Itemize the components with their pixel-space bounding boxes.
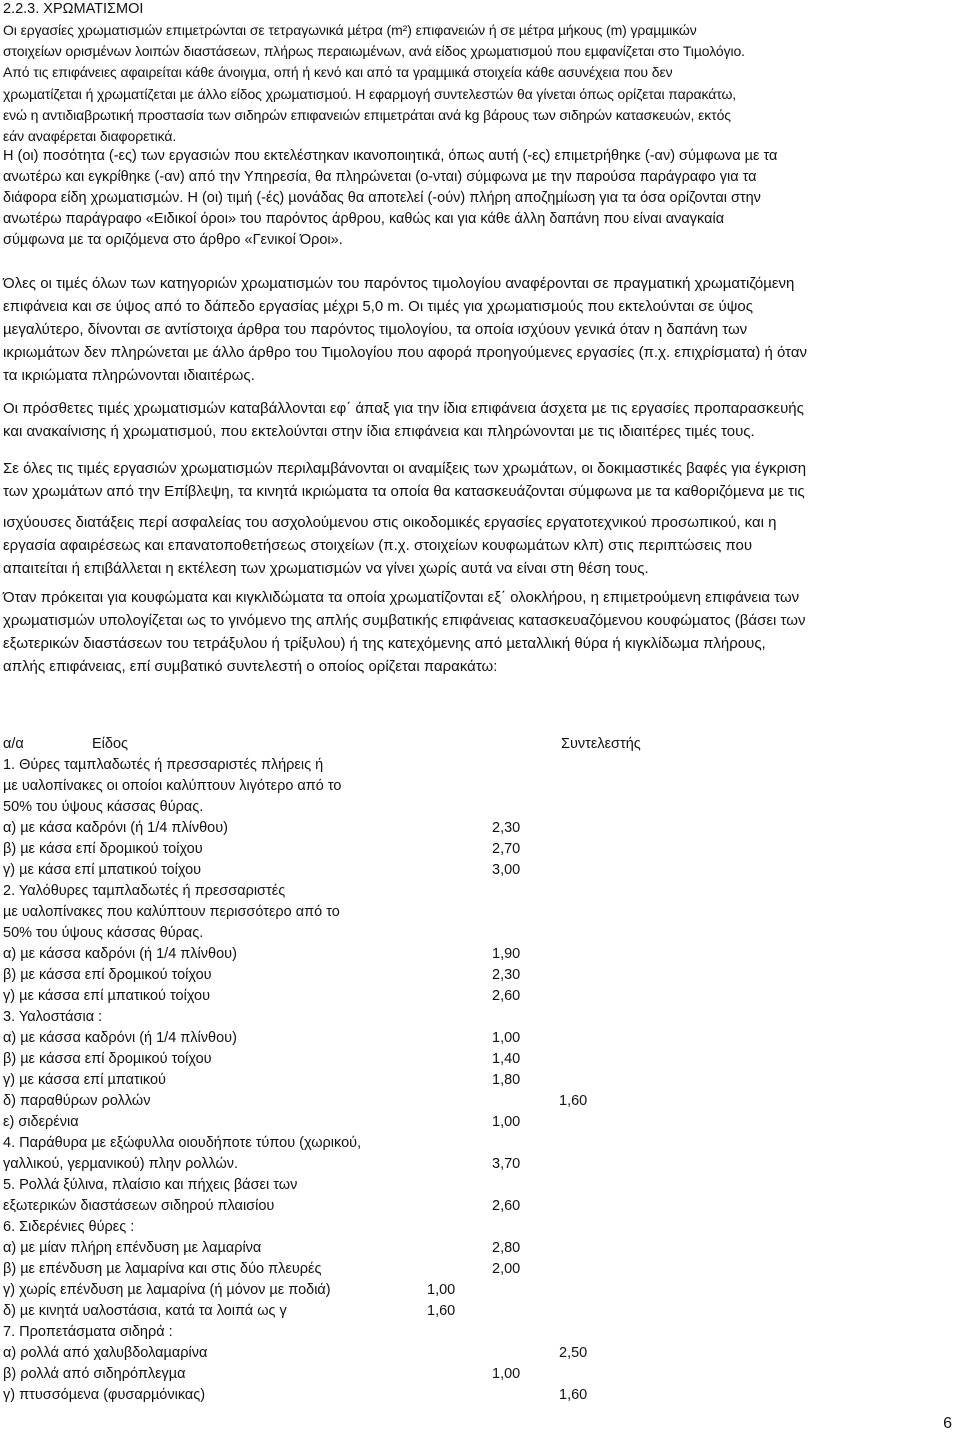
paragraph-line: διάφορα είδη χρωµατισµών. Η (οι) τιµή (-ές) µονάδας θα αποτελεί (-ούν) πλήρη αποζηµίωση για τα όσα ορίζονται στην [3,190,761,206]
row-description: 4. Παράθυρα µε εξώφυλλα οιουδήποτε τύπου (χωρικού, [3,1135,362,1151]
row-description: β) µε κάσσα επί δροµικού τοίχου [3,967,212,983]
header-kind: Είδος [92,736,129,752]
row-description: γαλλικού, γερµανικού) πλην ρολλών. [3,1156,239,1172]
table-row [3,1217,960,1238]
table-row [3,1154,960,1175]
table-row [3,881,960,902]
row-description: γ) χωρίς επένδυση µε λαµαρίνα (ή µόνον µε ποδιά) [3,1282,331,1298]
row-coefficient: 2,30 [492,967,521,983]
row-coefficient: 2,00 [492,1261,521,1277]
table-row [3,1028,960,1049]
table-row [3,1259,960,1280]
paragraph-line: ενώ η αντιδιαβρωτική προστασία των σιδηρών επιφανειών επιµετράται ανά kg βάρους των σιδηρών κατασκευών, εκτός [3,106,731,123]
row-coefficient: 3,70 [492,1156,521,1172]
paragraph-line: εργασία αφαιρέσεως και επανατοποθετήσεως στοιχείων (π.χ. στοιχείων κουφωµάτων κλπ) στις περιπτώσεις που [3,537,753,554]
row-description: γ) πτυσσόµενα (φυσαρµόνικας) [3,1387,206,1403]
row-description: ε) σιδερένια [3,1114,79,1130]
paragraph-line: επιφάνεια και σε ύψος από το δάπεδο εργασίας µέχρι 5,0 m. Οι τιµές για χρωµατισµούς που εκτελούνται σε ύψος [3,298,753,315]
paragraph-line: Οι εργασίες χρωµατισµών επιµετρώνται σε τετραγωνικά µέτρα (m²) επιφανειών ή σε µέτρα µήκους (m) γραµµικών [3,22,697,38]
coefficients-table [3,734,960,1414]
table-row [3,1322,960,1343]
row-coefficient: 1,00 [492,1114,521,1130]
table-row [3,797,960,818]
table-row [3,1280,960,1301]
intro-paragraph [3,20,953,147]
paragraph-line: απαιτείται ή επιβάλλεται η εκτέλεση των χρωµατισµών να γίνει χωρίς αυτά να είναι στη θέση τους. [3,560,649,577]
additional-prices-paragraph [3,397,953,443]
table-row [3,776,960,797]
table-row [3,1049,960,1070]
paragraph-line: µεγαλύτερο, δίνονται σε αντίστοιχα άρθρα του παρόντος τιµολογίου, τα οποία ισχύουν γενικά όταν η δαπάνη των [3,321,748,338]
row-description: 1. Θύρες ταµπλαδωτές ή πρεσσαριστές πλήρεις ή [3,757,324,773]
table-row [3,1070,960,1091]
table-row [3,839,960,860]
row-coefficient: 1,00 [427,1282,456,1298]
row-description: 2. Υαλόθυρες ταµπλαδωτές ή πρεσσαριστές [3,883,286,899]
row-description: 5. Ρολλά ξύλινα, πλαίσιο και πήχεις βάσει των [3,1177,298,1193]
paragraph-line: σύµφωνα µε τα οριζόµενα στο άρθρο «Γενικοί Όροι». [3,232,343,248]
row-coefficient: 2,70 [492,841,521,857]
paragraph-line: Όλες οι τιµές όλων των κατηγοριών χρωµατισµών του παρόντος τιµολογίου αναφέρονται σε πραγµατική χρωµατιζόµενη [3,275,795,292]
table-row [3,1238,960,1259]
prices-paragraph [3,272,953,387]
paragraph-line: ικριωµάτων δεν πληρώνεται µε άλλο άρθρο του Τιµολογίου που αφορά προηγούµενες εργασίες (π.χ. επιχρίσµατα) ή όταν [3,344,808,361]
row-description: 50% του ύψους κάσσας θύρας. [3,925,204,941]
row-description: α) µε κάσσα καδρόνι (ή 1/4 πλίνθου) [3,1030,237,1046]
paragraph-line: ανωτέρω και εγκρίθηκε (-αν) από την Υπηρεσία, θα πληρώνεται (ο-νται) σύµφωνα µε την παρούσα παράγραφο για τα [3,169,757,185]
row-description: β) ρολλά από σιδηρόπλεγµα [3,1366,186,1382]
row-coefficient: 1,00 [492,1366,521,1382]
paragraph-line: εάν αναφέρεται διαφορετικά. [3,127,177,144]
includes-paragraph [3,457,953,580]
row-description: δ) µε κινητά υαλοστάσια, κατά τα λοιπά ως γ [3,1303,287,1319]
row-coefficient: 1,60 [559,1387,588,1403]
row-coefficient: 2,80 [492,1240,521,1256]
row-coefficient: 2,60 [492,1198,521,1214]
row-description: γ) µε κάσσα επί µπατικού [3,1072,166,1088]
row-description: β) µε κάσσα επί δροµικού τοίχου [3,1051,212,1067]
row-description: β) µε επένδυση µε λαµαρίνα και στις δύο πλευρές [3,1261,322,1277]
row-description: 50% του ύψους κάσσας θύρας. [3,799,204,815]
paragraph-line: απλής επιφάνειας, επί συµβατικό συντελεστή ο οποίος ορίζεται παρακάτω: [3,658,498,675]
row-description: µε υαλοπίνακες που καλύπτουν περισσότερο από το [3,904,340,920]
paragraph-line: Οι πρόσθετες τιµές χρωµατισµών καταβάλλονται εφ΄ άπαξ για την ίδια επιφάνεια άσχετα µε τις εργασίες προπαρασκευής [3,400,804,417]
quantity-paragraph [3,146,953,251]
row-description: 3. Υαλοστάσια : [3,1009,103,1025]
table-row [3,923,960,944]
row-description: β) µε κάσα επί δροµικού τοίχου [3,841,203,857]
table-row [3,986,960,1007]
row-coefficient: 2,50 [559,1345,588,1361]
table-row [3,1364,960,1385]
table-row [3,1301,960,1322]
table-row [3,944,960,965]
row-description: 6. Σιδερένιες θύρες : [3,1219,135,1235]
table-row [3,1175,960,1196]
row-coefficient: 1,00 [492,1030,521,1046]
table-header-row [3,734,960,755]
row-coefficient: 1,40 [492,1051,521,1067]
paragraph-line: τα ικριώµατα πληρώνονται ιδιαιτέρως. [3,367,255,384]
table-row [3,1112,960,1133]
table-row [3,1091,960,1112]
table-row [3,755,960,776]
table-row [3,1196,960,1217]
paragraph-line: Από τις επιφάνειες αφαιρείται κάθε άνοιγµα, οπή ή κενό και από τα γραµµικά στοιχεία κάθε ασυνέχεια που δεν [3,64,673,81]
row-description: εξωτερικών διαστάσεων σιδηρού πλαισίου [3,1198,275,1214]
page-number: 6 [943,1415,952,1432]
row-coefficient: 1,60 [427,1303,456,1319]
section-heading: 2.2.3. ΧΡΩΜΑΤΙΣΜΟΙ [3,1,144,17]
row-coefficient: 3,00 [492,862,521,878]
paragraph-line: Η (οι) ποσότητα (-ες) των εργασιών που εκτελέστηκαν ικανοποιητικά, όπως αυτή (-ες) επιµετρήθηκε (-αν) σύµφωνα µε τα [3,148,778,164]
row-coefficient: 1,60 [559,1093,588,1109]
row-description: α) ρολλά από χαλυβδολαµαρίνα [3,1345,208,1361]
paragraph-line: και ανακαίνισης ή χρωµατισµού, που εκτελούνται στην ίδια επιφάνεια και πληρώνονται µε τις ιδιαιτέρες τιµές τους. [3,423,755,440]
table-row [3,818,960,839]
row-description: γ) µε κάσσα επί µπατικού τοίχου [3,988,211,1004]
row-coefficient: 1,90 [492,946,521,962]
paragraph-line: Σε όλες τις τιµές εργασιών χρωµατισµών περιλαµβάνονται οι αναµίξεις των χρωµάτων, οι δοκιµαστικές βαφές για έγκριση [3,460,807,477]
table-row [3,965,960,986]
row-description: α) µε κάσα καδρόνι (ή 1/4 πλίνθου) [3,820,228,836]
row-description: α) µε µίαν πλήρη επένδυση µε λαµαρίνα [3,1240,262,1256]
table-row [3,1343,960,1364]
paragraph-line: χρωµατισµών υπολογίζεται ως το γινόµενο της απλής συµβατικής επιφάνειας κατασκευαζόµενου κουφώµατος (βάσει των [3,612,806,629]
row-description: δ) παραθύρων ρολλών [3,1093,151,1109]
paragraph-line: χρωµατίζεται ή χρωµατίζεται µε άλλο είδος χρωµατισµού. Η εφαρµογή συντελεστών θα γίνεται όπως ορίζεται παρακάτω, [3,85,737,102]
row-coefficient: 1,80 [492,1072,521,1088]
row-coefficient: 2,60 [492,988,521,1004]
table-row [3,902,960,923]
paragraph-line: ανωτέρω παράγραφο «Ειδικοί όροι» του παρόντος άρθρου, καθώς και για κάθε άλλη δαπάνη που είναι αναγκαία [3,211,725,227]
row-description: µε υαλοπίνακες οι οποίοι καλύπτουν λιγότερο από το [3,778,342,794]
paragraph-line: ισχύουσες διατάξεις περί ασφαλείας του ασχολούµενου στις οικοδοµικές εργασίες εργατοτεχνικού προσωπικού, και η [3,514,777,531]
row-coefficient: 2,30 [492,820,521,836]
paragraph-line: εξωτερικών διαστάσεων του τετράξυλου ή τρίξυλου) ή της κατεχόµενης από µεταλλική θύρα ή κιγκλίδωµα πλήρους, [3,635,766,652]
row-description: γ) µε κάσα επί µπατικού τοίχου [3,862,202,878]
header-coefficient: Συντελεστής [561,736,641,752]
row-description: 7. Προπετάσµατα σιδηρά : [3,1324,173,1340]
row-description: α) µε κάσσα καδρόνι (ή 1/4 πλίνθου) [3,946,237,962]
table-row [3,1133,960,1154]
paragraph-line: Όταν πρόκειται για κουφώµατα και κιγκλιδώµατα τα οποία χρωµατίζονται εξ΄ ολοκλήρου, η επιµετρούµενη επιφάνεια των [3,589,800,606]
paragraph-line: των χρωµάτων από την Επίβλεψη, τα κινητά ικριώµατα τα οποία θα κατασκευάζονται σύµφωνα µε τα καθοριζόµενα µε τις [3,483,805,500]
paragraph-line: στοιχείων ορισµένων λοιπών διαστάσεων, πλήρως περαιωµένων, ανά είδος χρωµατισµού που εµφανίζεται στο Τιµολόγιο. [3,43,745,60]
table-row [3,1007,960,1028]
header-number: α/α [3,736,24,752]
table-row [3,1385,960,1406]
table-row [3,860,960,881]
frames-paragraph [3,586,953,678]
